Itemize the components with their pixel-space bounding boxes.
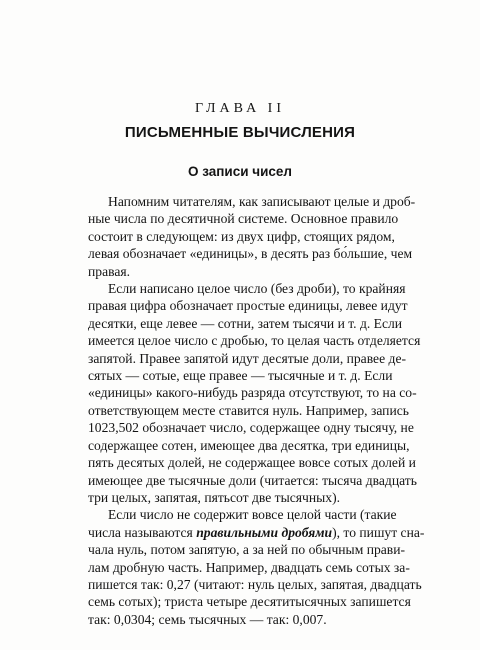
- text-line: запятой. Правее запятой идут десятые доли, правее де-: [88, 350, 406, 366]
- text-line: ные числа по десятичной системе. Основное правило: [88, 211, 399, 227]
- text-line: семь сотых); триста четыре десятитысячных запишется: [88, 594, 411, 610]
- text-line: пишется так: 0,27 (читают: нуль целых, запятая, двадцать: [88, 576, 422, 592]
- text-line: три целых, запятая, пятьсот две тысячных).: [88, 489, 341, 505]
- paragraph-3: [88, 506, 425, 628]
- paragraph-1: [88, 193, 416, 280]
- text-segment: ), то пишут сна-: [332, 524, 425, 540]
- text-line-with-emphasis: [88, 524, 425, 541]
- text-line: имеющее две тысячные доли (читается: тысяча двадцать: [88, 472, 417, 488]
- text-line: правая.: [88, 263, 131, 279]
- text-line: лам дробную часть. Например, двадцать семь сотых за-: [88, 559, 410, 575]
- section-title: О записи чисел: [187, 164, 293, 179]
- text-line: 1023,502 обозначает число, содержащее одну тысячу, не: [88, 420, 414, 436]
- text-line: имеется целое число с дробью, то целая часть отделяется: [88, 333, 421, 349]
- text-line: ответствующем месте ставится нуль. Например, запись: [88, 402, 409, 418]
- text-line: пять десятых долей, не содержащее вовсе сотых долей и: [88, 455, 416, 471]
- text-line: правая цифра обозначает простые единицы, левее идут: [88, 298, 408, 314]
- text-line: десятки, еще левее — сотни, затем тысячи и т. д. Если: [88, 315, 403, 331]
- emphasis-term: правильными дробями: [196, 524, 333, 540]
- body-text: [88, 193, 425, 628]
- text-line: состоит в следующем: из двух цифр, стоящих рядом,: [88, 228, 395, 244]
- text-line: чала нуль, потом запятую, а за ней по обычным прави-: [88, 542, 406, 558]
- text-line: Если написано целое число (без дроби), то крайняя: [108, 281, 406, 297]
- text-line: левая обозначает «единицы», в десять раз бо́льшие, чем: [88, 246, 413, 262]
- text-line: Напомним читателям, как записывают целые и дроб-: [108, 194, 416, 209]
- chapter-label: ГЛАВА II: [194, 101, 286, 116]
- chapter-title: ПИСЬМЕННЫЕ ВЫЧИСЛЕНИЯ: [124, 124, 356, 141]
- text-segment: числа называются: [88, 524, 197, 540]
- text-line: содержащее сотен, имеющее два десятка, три единицы,: [88, 437, 410, 453]
- text-line: Если число не содержит вовсе целой части (такие: [108, 507, 397, 523]
- paragraph-2: [88, 280, 421, 506]
- text-line: «единицы» какого-нибудь разряда отсутствуют, то на со-: [88, 385, 417, 401]
- text-line: так: 0,0304; семь тысячных — так: 0,007.: [88, 611, 327, 627]
- text-line: сятых — сотые, еще правее — тысячные и т. д. Если: [88, 368, 393, 384]
